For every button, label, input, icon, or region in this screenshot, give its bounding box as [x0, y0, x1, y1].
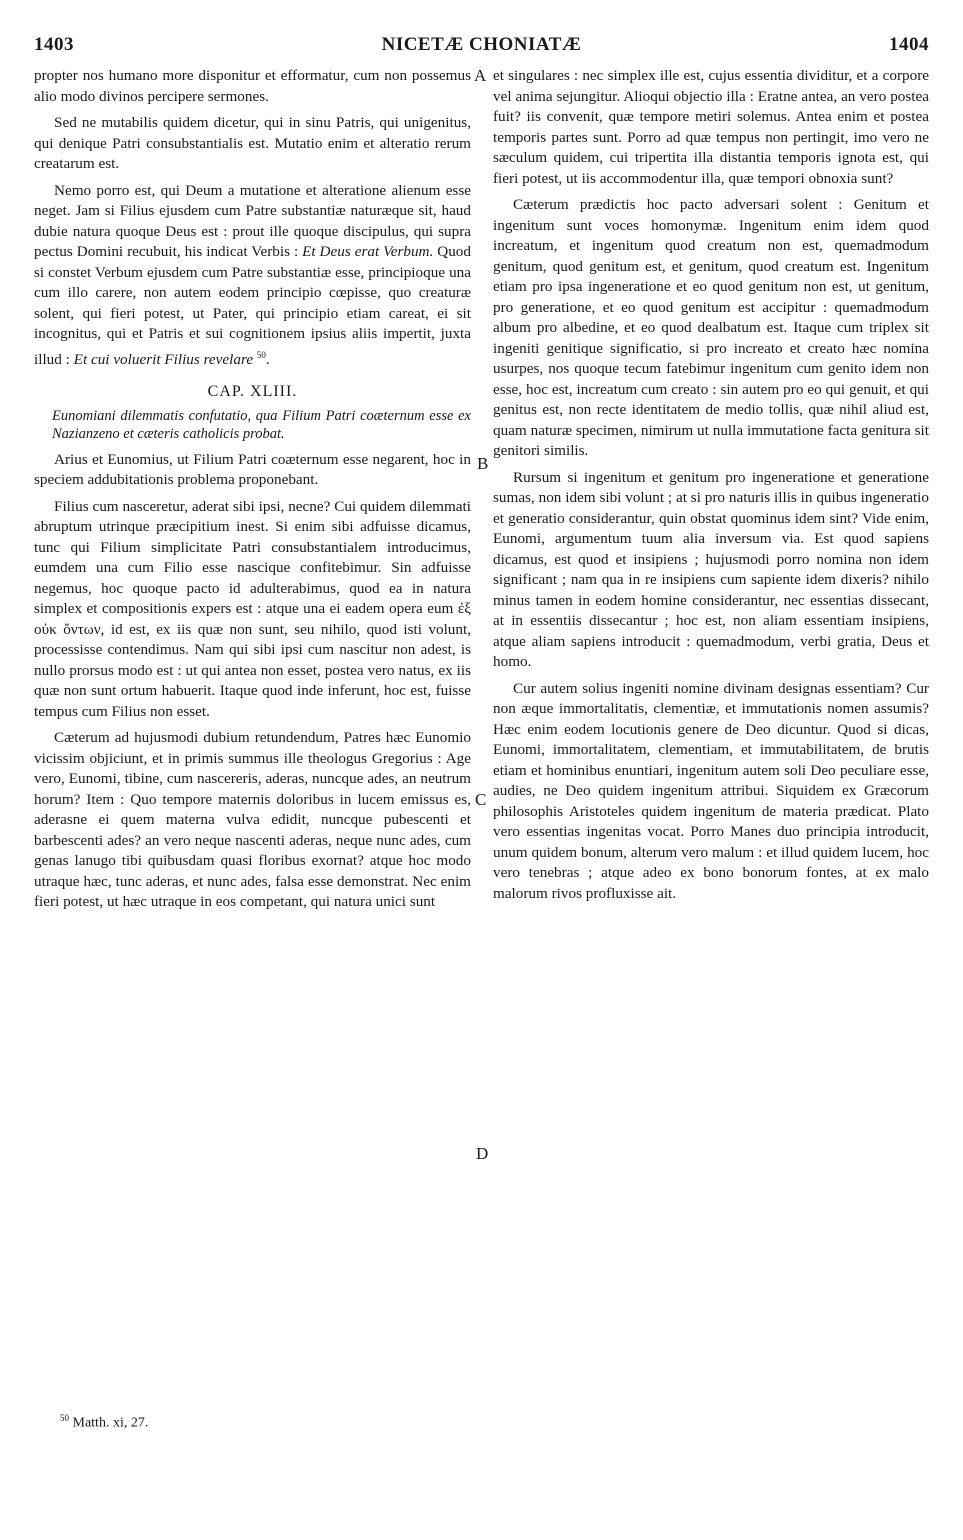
running-title: NICETÆ CHONIATÆ	[381, 34, 582, 55]
scripture-quote: Et cui voluerit Filius revelare	[73, 350, 254, 368]
footnote-text: Matth. xi, 27.	[72, 1415, 149, 1431]
paragraph-text: .	[265, 350, 270, 368]
paragraph: Cæterum prædictis hoc pacto adversari solent : Genitum et ingenitum sunt voces homonymæ. Ingenitum enim idem quod increatum, et ingenitum quod creatum non est, quemadmodum genitum, quod genitum est, et genitum, quod creatum est. Ingenitum etiam pro ipsa ingeneratione et eo quod genitum non est, ut genitum, pro generatione, et eo quod genitum est accipitur : quemadmodum album pro albedine, et eo quod dealbatum est. Itaque cum triplex sit ingeniti genitique significatio, si pro increato et creato hæc nomina usurpes, nos quoque tecum fatebimur ingenitum cum genito idem non esse, hoc est, increatum cum creato : sin autem pro eo qui genuit, et qui genitus est, non recte identitatem de medio tollis, quæ nihil aliud est, quam naturæ specimen, nimirum ut nulla immutatione facta genitura sit genitori similis.	[493, 196, 929, 459]
paragraph: Cæterum ad hujusmodi dubium retundendum, Patres hæc Eunomio vicissim objiciunt, et in primis summus ille theologus Gregorius : Age vero, Eunomi, tibine, cum nascereris, aderas, nuncque ades, an neutrum horum? Item : Quo tempore maternis doloribus in lucem emissus es, aderasne ei quem materna vulva edidit, nuncque pubescenti et barbescenti ades? an vero neque nascenti aderas, neque nunc ades, cum genas lanugo tibi quibusdam quasi floribus exornat? atque hoc modo utraque hæc, tunc aderas, et nunc ades, falsa esse demonstrat. Nec enim fieri potest, ut hæc utraque in eos competant, qui natura unici sunt	[34, 729, 471, 911]
paragraph: Rursum si ingenitum et genitum pro ingeneratione et generatione sumas, non idem sibi volunt ; at si pro naturis illis in quibus ingeneratio et generatio considerantur, quin obstat quominus idem sint? Vide enim, Eunomi, argumentum tuum alia inversum via. Est quod sapiens dicamus, est quod et insipiens ; hujusmodi porro nomina non idem significant ; nam qua in re insipiens cum sapiente idem dixeris? nihilo minus tamen in eodem homine considerantur, nec essentias dissecant, at in essentiis dissecantur ; hoc est, non aliam essentiam insipiens, atque aliam sapiens introducit : quemadmodum, verbi gratia, Deus et homo.	[493, 468, 929, 670]
scripture-quote: Et Deus erat Verbum.	[302, 243, 434, 260]
margin-letter-d: D	[476, 1144, 489, 1163]
paragraph-text: Filius cum nasceretur, aderat sibi ipsi, necne? Cui quidem dilemmati abruptum utrinque præcipitium inest. Si enim sibi adfuisse dicamus, tunc qui Filium simplicitate Patri consubstantialem introducimus, eumdem una cum Filio esse nascique confitebimur. Sin adfuisse negemus, hoc quoque pacto id adulterabimus, quod ea in natura simplex et compositionis expers est : atque una ei eadem opera eum	[34, 497, 471, 618]
margin-letter-b: B	[477, 454, 489, 473]
paragraph-text: Nemo porro est, qui Deum a mutatione et alteratione alienum esse neget. Jam si Filius ejusdem cum Patre substantiæ naturæque sit, haud dubie natura quoque Deus est : prout ille quoque discipulus, qui supra pectus Domini recubuit, his indicat Verbis :	[34, 181, 471, 260]
footnote-number: 50	[60, 1413, 69, 1423]
paragraph: Arius et Eunomius, ut Filium Patri coæternum esse negarent, hoc in speciem addubitationis problema proponebant.	[34, 450, 471, 489]
paragraph-text: Quod si constet Verbum ejusdem cum Patre substantiæ esse, principioque una cum illo carere, non autem eodem principio cœpisse, quo creaturæ solent, qui fieri potest, ut Pater, qui principio etiam careat, ei sit incognitus, qui et Patris et sui cognitionem ipsius aliis impertit, juxta illud :	[34, 243, 471, 368]
paragraph	[34, 497, 471, 723]
chapter-summary: Eunomiani dilemmatis confutatio, qua Filium Patri coæternum esse ex Nazianzeno et cæteris catholicis probat.	[52, 407, 471, 443]
page-number-left: 1403	[34, 34, 74, 55]
page-header	[34, 34, 929, 60]
chapter-title: CAP. XLIII.	[207, 383, 298, 401]
left-column	[34, 66, 471, 919]
paragraph: propter nos humano more disponitur et efformatur, cum non possemus alio modo divinos percipere sermones.	[34, 67, 471, 105]
footnote-reference: 50	[256, 349, 266, 360]
margin-letter-c: C	[475, 790, 487, 809]
paragraph: Cur autem solius ingeniti nomine divinam designas essentiam? Cur non æque immortalitatis, clementiæ, et immutationis nomen assumis? Hæc enim eodem locutionis genere de Deo dicuntur. Quod si dicas, Eunomi, immortalitatem, clementiam, et immutabilitatem, de brutis etiam et hominibus enuntiari, ingenitum autem soli Deo peculiare esse, audies, ne Deo quidem ingenitum attribui. Siquidem ex Græcorum philosophis Aristoteles quidem ingenitum de materia prædicat. Plato vero essentias ingenitas vocat. Porro Manes duo principia introducit, unum quidem bonum, alterum vero malum : et illud quidem lucem, hoc vero tenebras ; atque adeo ex bono bonorum fontes, at ex malo malorum rivos profluxisse ait.	[493, 679, 929, 902]
paragraph-text: , id est, ex iis quæ non sunt, seu nihilo, quod isti volunt, processisse contendimus. Nam qui sibi ipsi cum nascitur non adest, is nullo prorsus modo est : ut qui antea non esset, postea vero natus, ex iis quæ non sunt ortum habuerit. Itaque quod inde inferunt, hoc est, fuisse tempus cum Filius non esset.	[34, 620, 471, 720]
greek-phrase: ἐξ οὐκ ὄντων	[34, 600, 471, 638]
paragraph	[34, 181, 471, 371]
page-number-right: 1404	[889, 34, 929, 55]
footnote	[60, 1413, 148, 1432]
margin-letter-a: A	[474, 66, 487, 85]
right-column	[493, 66, 929, 910]
paragraph: Sed ne mutabilis quidem dicetur, qui in sinu Patris, qui unigenitus, qui denique Patri consubstantialis est. Mutatio enim et alteratio rerum creatarum est.	[34, 114, 471, 172]
paragraph: et singulares : nec simplex ille est, cujus essentia dividitur, et a corpore vel anima sejungitur. Alioqui objectio illa : Eratne antea, an vero postea fuit? iis convenit, quæ tempore metiri solemus. Antea enim et postea temporis partes sunt. Porro ad quæ tempus non pertingit, imo vero ne sæculum quidem, cui tripertita illa distantia temporis ignota est, qui fieri potest, ut iis accommodentur illa, quæ tempori obnoxia sunt?	[493, 67, 929, 187]
